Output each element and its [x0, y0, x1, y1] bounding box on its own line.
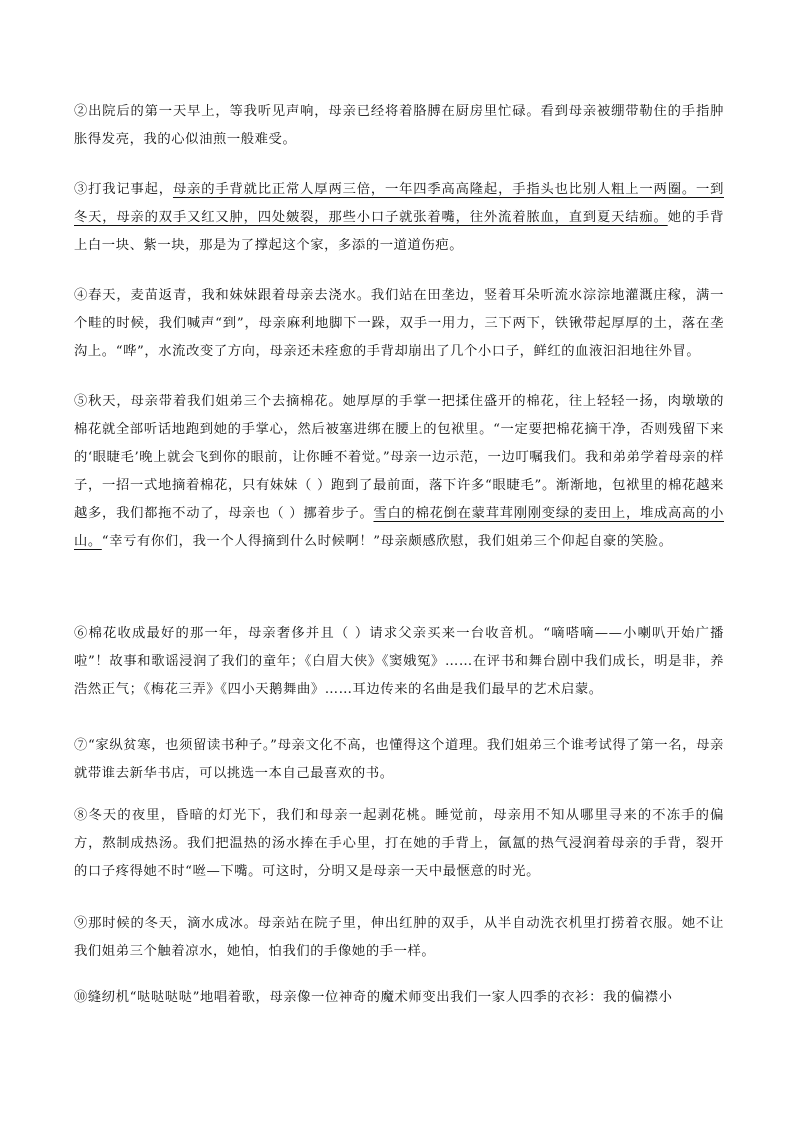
paragraph-9 [74, 910, 724, 966]
paragraph-5 [74, 388, 724, 556]
paragraph-text: ⑧冬天的夜里，昏暗的灯光下，我们和母亲一起剥花桃。睡觉前，母亲用不知从哪里寻来的不冻手的偏方，熬制成热汤。我们把温热的汤水捧在手心里，打在她的手背上，氤氲的热气浸润着母亲的手背，裂开的口子疼得她不时“咝—下嘴。可这时，分明又是母亲一天中最惬意的时光。 [74, 808, 724, 879]
paragraph-8 [74, 802, 724, 886]
paragraph-text: “幸亏有你们，我一个人得摘到什么时候啊！”母亲颇感欣慰，我们姐弟三个仰起自豪的笑脸。 [101, 534, 673, 549]
underlined-text: 雪白的棉花倒在蒙茸茸刚刚变绿的麦田上，堆成高高的小山。 [74, 506, 725, 549]
paragraph-text: ⑤秋天，母亲带着我们姐弟三个去摘棉花。她厚厚的手掌一把揉住盛开的棉花，往上轻轻一扬，肉墩墩的棉花就全部听话地跑到她的手掌心，然后被塞进绑在腰上的包袱里。“一定要把棉花摘干净，否则残留下来的‘眼睫毛’晚上就会飞到你的眼前，让你睡不着觉。”母亲一边示范，一边叮嘱我们。我和弟弟学着母亲的样子，一招一式地摘着棉花，只有妹妹（ ）跑到了最前面，落下许多“眼睫毛”。渐渐地，包袱里的棉花越来越多，我们都拖不动了，母亲也（ ）挪着步子。 [74, 394, 724, 521]
paragraph-text: ⑩缝纫机“哒哒哒哒”地唱着歌，母亲像一位神奇的魔术师变出我们一家人四季的衣衫：我的偏襟小 [74, 990, 673, 1005]
paragraph-text: ②出院后的第一天早上，等我听见声响，母亲已经将着胳膊在厨房里忙碌。看到母亲被绷带勒住的手指肿胀得发亮，我的心似油煎一般难受。 [74, 104, 724, 147]
paragraph-6 [74, 620, 724, 704]
paragraph-text: ⑦“家纵贫寒，也须留读书种子。”母亲文化不高，也懂得这个道理。我们姐弟三个谁考试得了第一名，母亲就带谁去新华书店，可以挑选一本自己最喜欢的书。 [74, 738, 724, 781]
paragraph-text: ⑨那时候的冬天，滴水成冰。母亲站在院子里，伸出红肿的双手，从半自动洗衣机里打捞着衣服。她不让我们姐弟三个触着凉水，她怕，怕我们的手像她的手一样。 [74, 916, 724, 959]
paragraph-text: ③打我记事起， [74, 182, 173, 197]
paragraph-text: ⑥棉花收成最好的那一年，母亲奢侈并且（ ）请求父亲买来一台收音机。“嘀嗒嘀——小喇叭开始广播啦”！故事和歌谣浸润了我们的童年；《白眉大侠》《窦娥冤》……在评书和舞台剧中我们成长，明是非，养浩然正气；《梅花三弄》《四小天鹅舞曲》……耳边传来的名曲是我们最早的艺术启蒙。 [74, 626, 724, 697]
paragraph-3 [74, 176, 724, 260]
paragraph-4 [74, 282, 724, 366]
underlined-text: 母亲的手背就比正常人厚两三倍，一年四季高高隆起，手指头也比别人粗上一两圈。一到冬天，母亲的双手又红又肿，四处皴裂，那些小口子就张着嘴，往外流着脓血，直到夏天结痂。 [74, 182, 724, 225]
paragraph-text: ④春天，麦苗返青，我和妹妹跟着母亲去浇水。我们站在田垄边，竖着耳朵听流水淙淙地灌溉庄稼，满一个畦的时候，我们喊声“到”，母亲麻利地脚下一跺，双手一用力，三下两下，铁锹带起厚厚的土，落在垄沟上。“哗”，水流改变了方向，母亲还未痊愈的手背却崩出了几个小口子，鲜红的血液汩汩地往外冒。 [74, 288, 724, 359]
paragraph-10 [74, 984, 724, 1012]
paragraph-7 [74, 732, 724, 788]
paragraph-2 [74, 98, 724, 154]
paragraph-text: 她的手背上白一块、紫一块，那是为了撑起这个家，多添的一道道伤疤。 [74, 210, 724, 253]
